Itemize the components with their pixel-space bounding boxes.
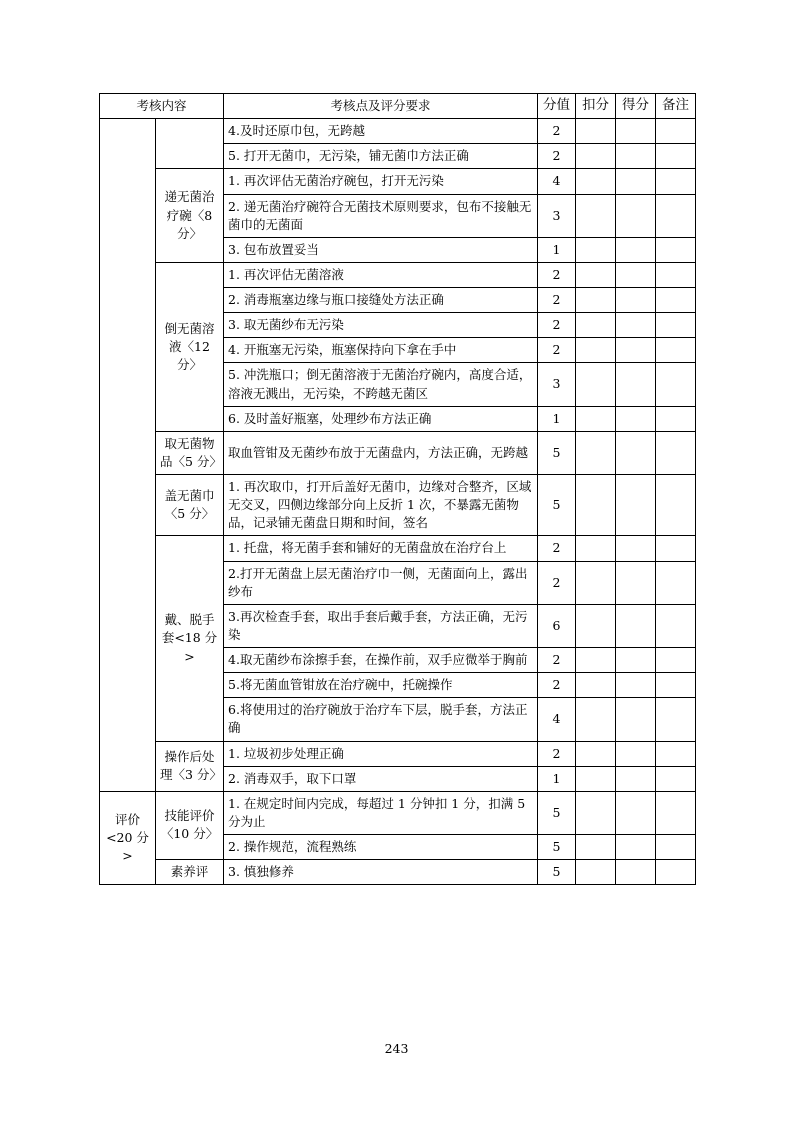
score-value-cell: 2 [538,119,576,144]
item-cell: 1. 再次评估无菌溶液 [224,262,538,287]
item-cell: 2. 消毒瓶塞边缘与瓶口接缝处方法正确 [224,288,538,313]
item-cell: 1. 再次取巾，打开后盖好无菌巾，边缘对合整齐，区域无交叉，四侧边缘部分向上反折 1 次，不暴露无菌物品，记录铺无菌盘日期和时间，签名 [224,475,538,536]
remarks-cell[interactable] [656,604,696,647]
table-row [100,741,696,766]
remarks-cell[interactable] [656,673,696,698]
score-value-cell: 2 [538,536,576,561]
earned-cell[interactable] [616,237,656,262]
item-cell: 2. 递无菌治疗碗符合无菌技术原则要求，包布不接触无菌巾的无菌面 [224,194,538,237]
deduction-cell[interactable] [576,673,616,698]
earned-cell[interactable] [616,194,656,237]
earned-cell[interactable] [616,144,656,169]
deduction-cell[interactable] [576,406,616,431]
category-cell: 评价<20 分> [100,791,156,885]
earned-cell[interactable] [616,791,656,834]
item-cell: 3.再次检查手套，取出手套后戴手套，方法正确，无污染 [224,604,538,647]
table-row [100,262,696,287]
earned-cell[interactable] [616,860,656,885]
earned-cell[interactable] [616,262,656,287]
item-cell: 1. 垃圾初步处理正确 [224,741,538,766]
remarks-cell[interactable] [656,648,696,673]
deduction-cell[interactable] [576,648,616,673]
table-body [100,119,696,885]
score-value-cell: 5 [538,475,576,536]
deduction-cell[interactable] [576,475,616,536]
earned-cell[interactable] [616,475,656,536]
score-value-cell: 2 [538,144,576,169]
table-row [100,119,696,144]
subcategory-cell: 操作后处理〈3 分〉 [156,741,224,791]
deduction-cell[interactable] [576,262,616,287]
earned-cell[interactable] [616,673,656,698]
remarks-cell[interactable] [656,119,696,144]
item-cell: 取血管钳及无菌纱布放于无菌盘内，方法正确，无跨越 [224,431,538,474]
header-points: 考核点及评分要求 [224,94,538,119]
earned-cell[interactable] [616,313,656,338]
assessment-table [99,93,696,885]
earned-cell[interactable] [616,431,656,474]
remarks-cell[interactable] [656,363,696,406]
earned-cell[interactable] [616,766,656,791]
score-value-cell: 5 [538,791,576,834]
subcategory-cell: 递无菌治疗碗〈8 分〉 [156,169,224,263]
item-cell: 6.将使用过的治疗碗放于治疗车下层，脱手套，方法正确 [224,698,538,741]
remarks-cell[interactable] [656,144,696,169]
deduction-cell[interactable] [576,313,616,338]
remarks-cell[interactable] [656,475,696,536]
subcategory-cell: 素养评 [156,860,224,885]
item-cell: 1. 托盘，将无菌手套和铺好的无菌盘放在治疗台上 [224,536,538,561]
table-header [100,94,696,119]
score-value-cell: 3 [538,363,576,406]
remarks-cell[interactable] [656,288,696,313]
remarks-cell[interactable] [656,237,696,262]
score-value-cell: 2 [538,262,576,287]
table-row [100,169,696,194]
deduction-cell[interactable] [576,604,616,647]
earned-cell[interactable] [616,288,656,313]
deduction-cell[interactable] [576,119,616,144]
deduction-cell[interactable] [576,860,616,885]
deduction-cell[interactable] [576,338,616,363]
item-cell: 3. 包布放置妥当 [224,237,538,262]
remarks-cell[interactable] [656,835,696,860]
score-value-cell: 5 [538,860,576,885]
item-cell: 1. 再次评估无菌治疗碗包，打开无污染 [224,169,538,194]
deduction-cell[interactable] [576,791,616,834]
remarks-cell[interactable] [656,536,696,561]
item-cell: 6. 及时盖好瓶塞，处理纱布方法正确 [224,406,538,431]
earned-cell[interactable] [616,536,656,561]
header-content: 考核内容 [100,94,224,119]
remarks-cell[interactable] [656,169,696,194]
subcategory-cell: 倒无菌溶液〈12 分〉 [156,262,224,431]
score-value-cell: 1 [538,406,576,431]
table-row [100,860,696,885]
remarks-cell[interactable] [656,766,696,791]
subcategory-cell: 取无菌物品〈5 分〉 [156,431,224,474]
item-cell: 2.打开无菌盘上层无菌治疗巾一侧，无菌面向上，露出纱布 [224,561,538,604]
remarks-cell[interactable] [656,406,696,431]
deduction-cell[interactable] [576,237,616,262]
item-cell: 2. 操作规范，流程熟练 [224,835,538,860]
table-row [100,536,696,561]
score-value-cell: 1 [538,766,576,791]
item-cell: 4.及时还原巾包，无跨越 [224,119,538,144]
earned-cell[interactable] [616,169,656,194]
earned-cell[interactable] [616,338,656,363]
deduction-cell[interactable] [576,698,616,741]
earned-cell[interactable] [616,698,656,741]
subcategory-cell: 戴、脱手套<18 分> [156,536,224,741]
score-value-cell: 2 [538,648,576,673]
score-value-cell: 2 [538,741,576,766]
item-cell: 4.取无菌纱布涂擦手套，在操作前，双手应微举于胸前 [224,648,538,673]
deduction-cell[interactable] [576,766,616,791]
deduction-cell[interactable] [576,536,616,561]
score-value-cell: 2 [538,561,576,604]
score-value-cell: 2 [538,338,576,363]
earned-cell[interactable] [616,741,656,766]
table-row [100,475,696,536]
score-value-cell: 1 [538,237,576,262]
earned-cell[interactable] [616,835,656,860]
score-value-cell: 2 [538,673,576,698]
deduction-cell[interactable] [576,363,616,406]
subcategory-cell: 技能评价〈10 分〉 [156,791,224,859]
deduction-cell[interactable] [576,561,616,604]
header-deduction: 扣分 [576,94,616,119]
score-value-cell: 2 [538,288,576,313]
header-earned: 得分 [616,94,656,119]
earned-cell[interactable] [616,406,656,431]
remarks-cell[interactable] [656,262,696,287]
remarks-cell[interactable] [656,431,696,474]
earned-cell[interactable] [616,119,656,144]
deduction-cell[interactable] [576,431,616,474]
score-value-cell: 4 [538,698,576,741]
remarks-cell[interactable] [656,194,696,237]
score-value-cell: 6 [538,604,576,647]
page-number: 243 [384,1041,409,1056]
item-cell: 3. 慎独修养 [224,860,538,885]
table-header-row [100,94,696,119]
item-cell: 5. 冲洗瓶口；倒无菌溶液于无菌治疗碗内，高度合适，溶液无溅出，无污染，不跨越无菌区 [224,363,538,406]
remarks-cell[interactable] [656,313,696,338]
deduction-cell[interactable] [576,194,616,237]
item-cell: 4. 开瓶塞无污染，瓶塞保持向下拿在手中 [224,338,538,363]
earned-cell[interactable] [616,561,656,604]
remarks-cell[interactable] [656,741,696,766]
item-cell: 5. 打开无菌巾，无污染，铺无菌巾方法正确 [224,144,538,169]
remarks-cell[interactable] [656,791,696,834]
subcategory-cell: 盖无菌巾〈5 分〉 [156,475,224,536]
item-cell: 5.将无菌血管钳放在治疗碗中，托碗操作 [224,673,538,698]
earned-cell[interactable] [616,363,656,406]
item-cell: 3. 取无菌纱布无污染 [224,313,538,338]
deduction-cell[interactable] [576,144,616,169]
score-value-cell: 3 [538,194,576,237]
header-score-value: 分值 [538,94,576,119]
earned-cell[interactable] [616,648,656,673]
remarks-cell[interactable] [656,338,696,363]
item-cell: 2. 消毒双手，取下口罩 [224,766,538,791]
earned-cell[interactable] [616,604,656,647]
remarks-cell[interactable] [656,860,696,885]
header-remarks: 备注 [656,94,696,119]
score-value-cell: 5 [538,835,576,860]
deduction-cell[interactable] [576,741,616,766]
remarks-cell[interactable] [656,561,696,604]
deduction-cell[interactable] [576,288,616,313]
item-cell: 1. 在规定时间内完成，每超过 1 分钟扣 1 分，扣满 5 分为止 [224,791,538,834]
deduction-cell[interactable] [576,169,616,194]
score-value-cell: 5 [538,431,576,474]
score-value-cell: 4 [538,169,576,194]
category-cell [100,119,156,792]
remarks-cell[interactable] [656,698,696,741]
subcategory-cell [156,119,224,169]
table-row [100,431,696,474]
table-row [100,791,696,834]
deduction-cell[interactable] [576,835,616,860]
assessment-sheet [99,93,695,885]
score-value-cell: 2 [538,313,576,338]
